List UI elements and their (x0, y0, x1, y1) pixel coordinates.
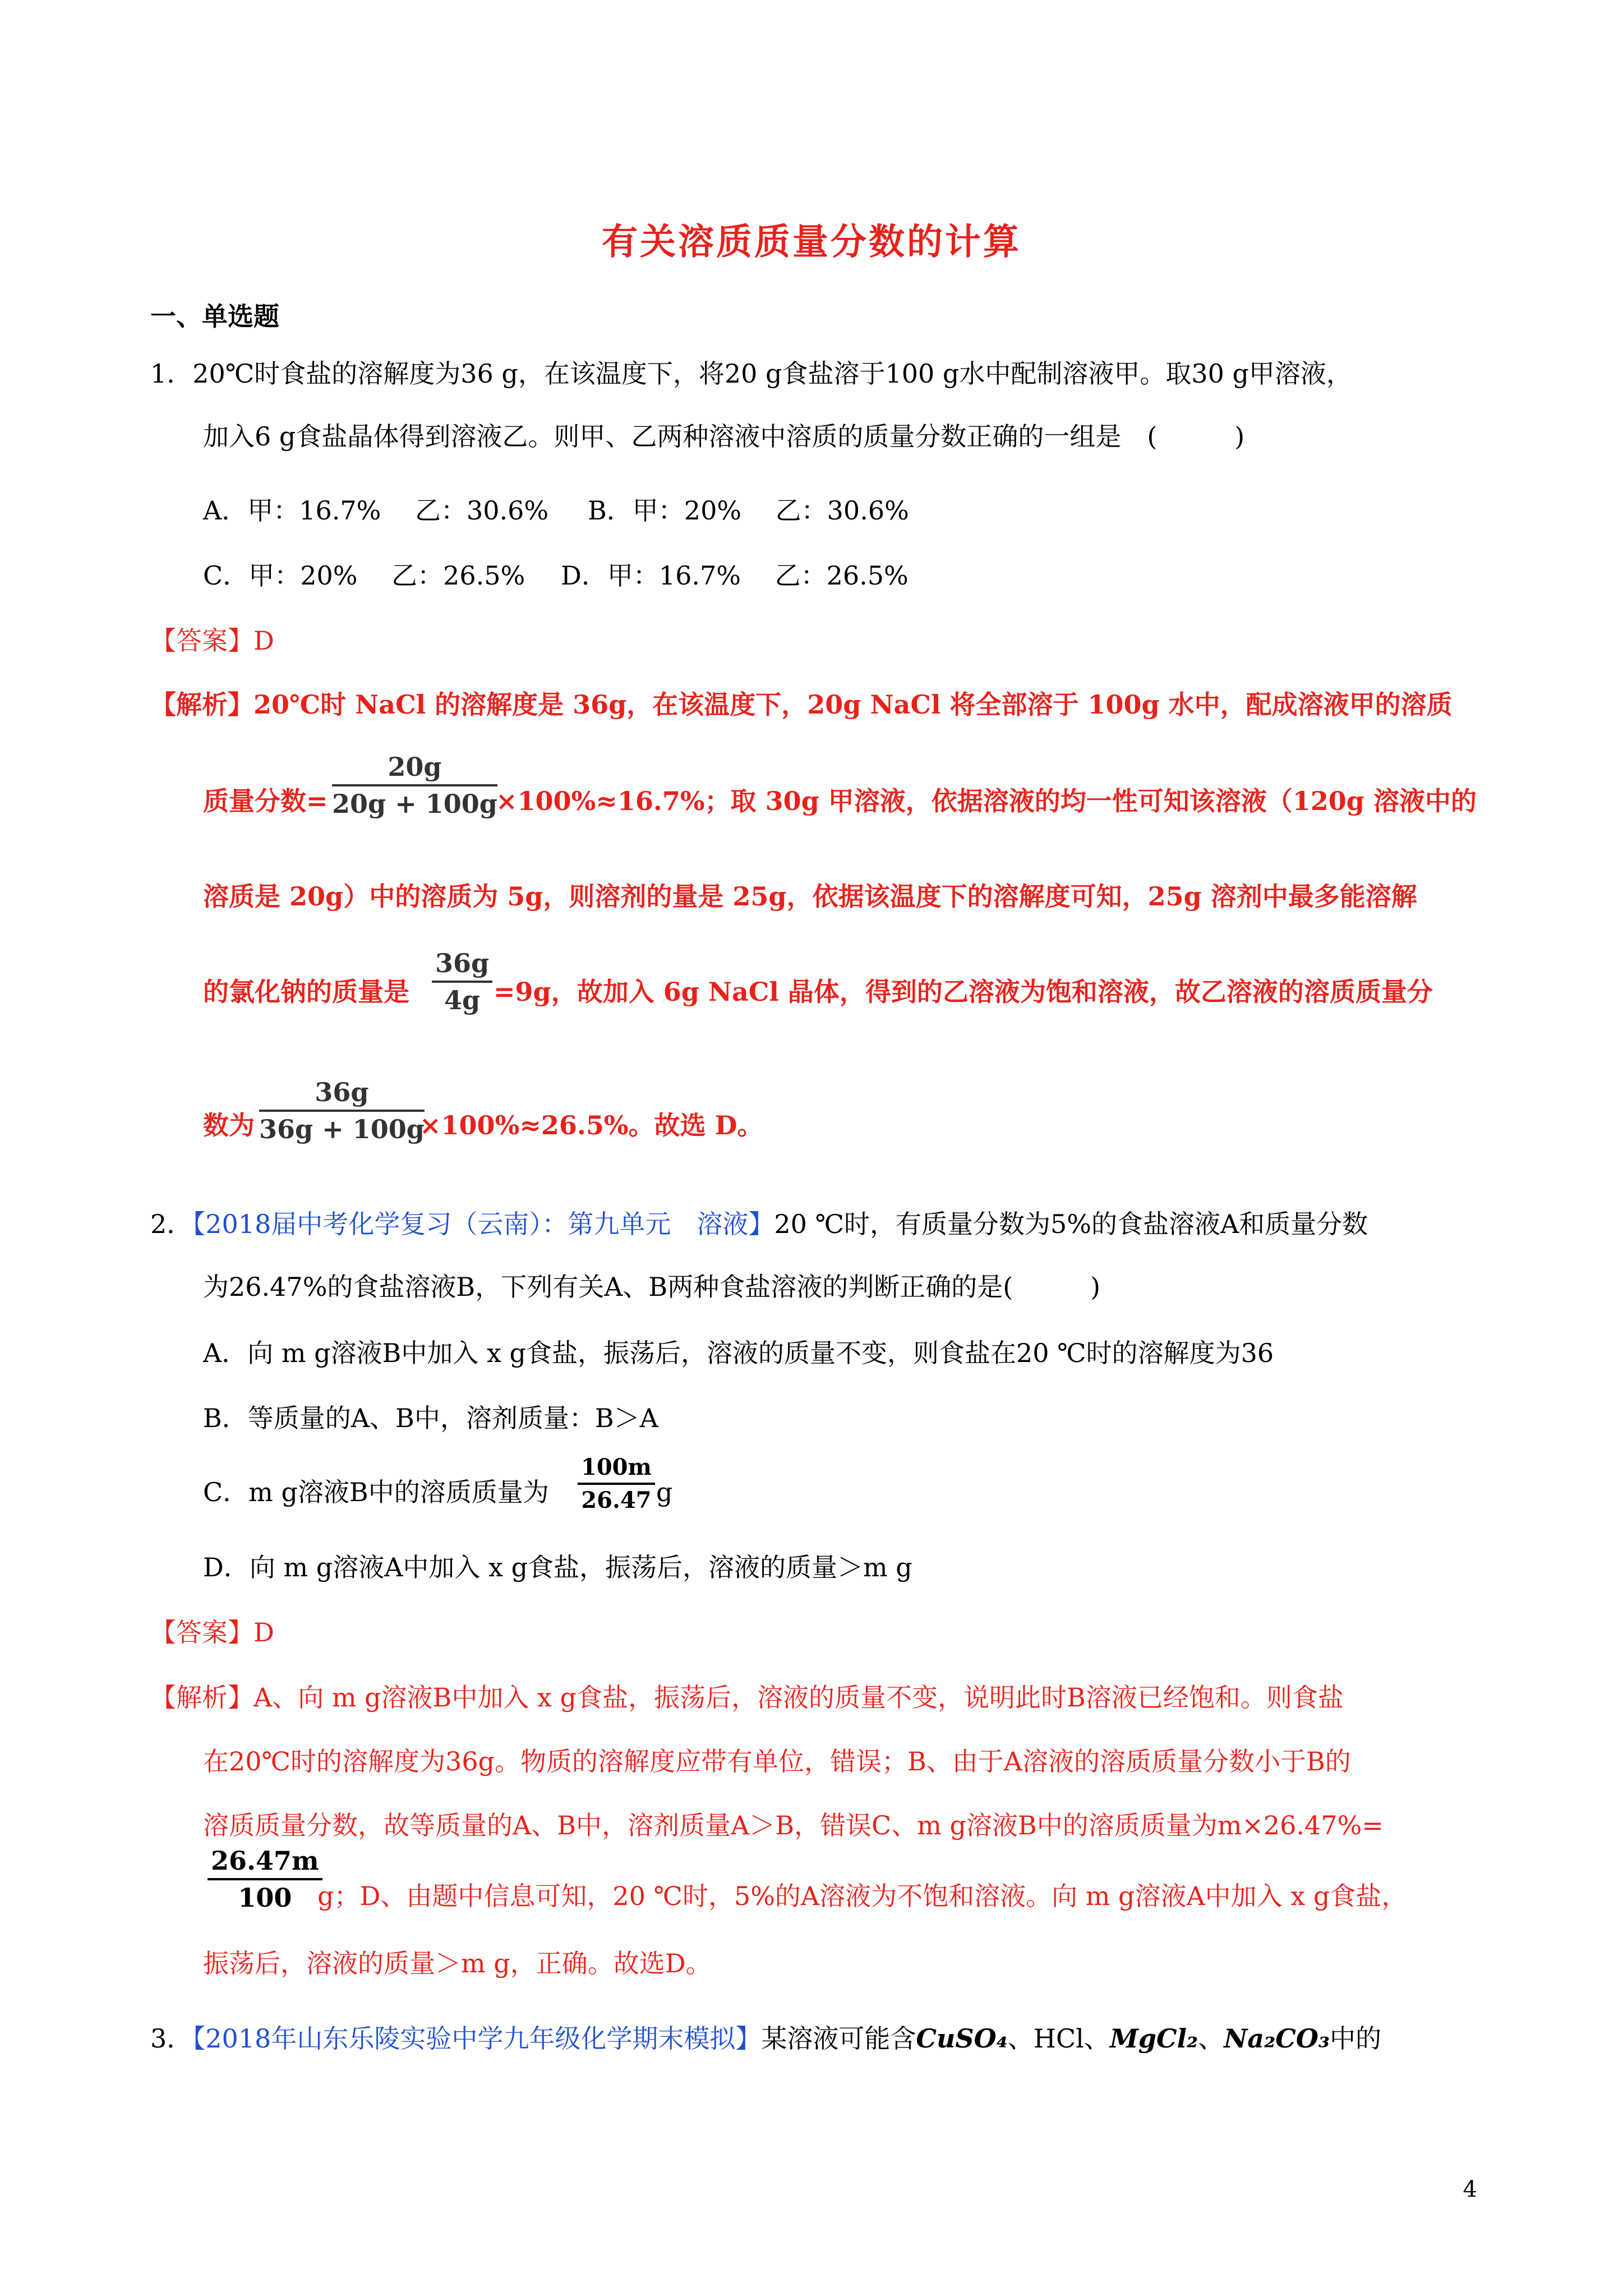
answer-value: D (253, 1617, 274, 1648)
q1-explanation-line-4a: 的氯化钠的质量是 (203, 977, 409, 1007)
fraction-denominator: 20g + 100g (332, 789, 497, 819)
q2-explanation-line-3: 溶质质量分数，故等质量的A、B中，溶剂质量A＞B，错误C、m g溶液B中的溶质质量为m×26.47%= (203, 1810, 1384, 1841)
separator-text: 、 (1198, 2023, 1224, 2054)
answer-label: 【答案】 (150, 1617, 253, 1648)
fraction-2 (432, 948, 492, 1015)
q1-explanation-line-2a: 质量分数= (203, 786, 328, 816)
page-title: 有关溶质质量分数的计算 (602, 221, 1021, 263)
chemical-formula: MgCl₂ (1109, 2023, 1198, 2054)
question-text: 20 ℃时，有质量分数为5%的食盐溶液A和质量分数 (774, 1209, 1368, 1239)
fraction-numerator: 36g (435, 948, 490, 978)
q1-explanation-line-5b: ×100%≈26.5%。故选 D。 (419, 1110, 763, 1140)
q1-option-b: B．甲：20% 乙：30.6% (588, 495, 909, 526)
fraction-numerator: 100m (581, 1454, 652, 1480)
q2-option-a: A．向 m g溶液B中加入 x g食盐，振荡后，溶液的质量不变，则食盐在20 ℃时的溶解度为36 (203, 1338, 1274, 1368)
q1-explanation-line-2b: ×100%≈16.7%；取 30g 甲溶液，依据溶液的均一性可知该溶液（120g 溶液中的 (496, 786, 1477, 816)
explanation-text: 20℃时 NaCl 的溶解度是 36g，在该温度下，20g NaCl 将全部溶于 100g 水中，配成溶液甲的溶质 (253, 689, 1453, 720)
q1-explanation-line-5a: 数为 (203, 1110, 255, 1140)
q1-option-d: D．甲：16.7% 乙：26.5% (561, 560, 909, 591)
fraction-3 (259, 1077, 425, 1144)
q2-stem-line-1 (150, 1207, 1368, 1241)
q2-explanation-line-5: 振荡后，溶液的质量＞m g，正确。故选D。 (203, 1948, 712, 1978)
fraction-numerator: 26.47m (211, 1846, 319, 1876)
q3-stem-line-1 (150, 2022, 1381, 2055)
q2-stem-line-2: 为26.47%的食盐溶液B，下列有关A、B两种食盐溶液的判断正确的是( ) (203, 1272, 1101, 1302)
question-number: 2． (150, 1209, 193, 1239)
page-number: 4 (1463, 2177, 1477, 2202)
fraction-denominator: 100 (238, 1883, 292, 1913)
chemical-formula: CuSO₄ (916, 2023, 1008, 2054)
fraction-numerator: 20g (388, 752, 442, 782)
q2-answer (150, 1616, 274, 1649)
separator-text: 、HCl、 (1007, 2023, 1110, 2054)
q2-explanation-line-4: g；D、由题中信息可知，20 ℃时，5%的A溶液为不饱和溶液。向 m g溶液A中加入 x g食盐， (317, 1881, 1408, 1911)
q1-stem-line-2: 加入6 g食盐晶体得到溶液乙。则甲、乙两种溶液中溶质的质量分数正确的一组是 ( ) (203, 421, 1245, 452)
fraction-explanation (208, 1846, 322, 1913)
fraction-denominator: 4g (444, 985, 481, 1015)
q1-option-c: C．甲：20% 乙：26.5% (203, 560, 525, 591)
q1-answer (150, 624, 274, 657)
fraction-denominator: 36g + 100g (259, 1114, 425, 1144)
q1-explanation-line-4b: =9g，故加入 6g NaCl 晶体，得到的乙溶液为饱和溶液，故乙溶液的溶质质量分 (494, 977, 1433, 1007)
q2-option-c-b: g (656, 1477, 673, 1507)
chemical-formula: Na₂CO₃ (1224, 2023, 1330, 2054)
fraction-denominator: 26.47 (581, 1487, 652, 1513)
q1-explanation-line-1 (150, 688, 1453, 721)
fraction-1 (332, 752, 497, 819)
q2-option-c-a: C．m g溶液B中的溶质质量为 (203, 1477, 549, 1507)
question-source: 【2018届中考化学复习（云南）：第九单元 溶液】 (192, 1209, 774, 1239)
question-number: 3． (150, 2023, 193, 2054)
q2-explanation-line-2: 在20℃时的溶解度为36g。物质的溶解度应带有单位，错误；B、由于A溶液的溶质质量分数小于B的 (203, 1746, 1351, 1777)
answer-value: D (253, 625, 274, 656)
section-heading: 一、单选题 (150, 301, 279, 332)
q1-option-a: A．甲：16.7% 乙：30.6% (203, 495, 549, 526)
fraction-option-c (578, 1454, 655, 1513)
q2-explanation-line-1 (150, 1681, 1344, 1714)
q2-option-d: D．向 m g溶液A中加入 x g食盐，振荡后，溶液的质量＞m g (203, 1552, 912, 1582)
question-text: 中的 (1330, 2023, 1382, 2054)
explanation-text: A、向 m g溶液B中加入 x g食盐，振荡后，溶液的质量不变，说明此时B溶液已经饱和。则食盐 (253, 1682, 1344, 1713)
q1-stem-line-1: 1．20℃时食盐的溶解度为36 g，在该温度下，将20 g食盐溶于100 g水中配制溶液甲。取30 g甲溶液， (150, 358, 1352, 389)
question-text: 某溶液可能含 (761, 2023, 916, 2054)
explanation-label: 【解析】 (150, 689, 253, 720)
q1-explanation-line-3: 溶质是 20g）中的溶质为 5g，则溶剂的量是 25g，依据该温度下的溶解度可知，25g 溶剂中最多能溶解 (203, 881, 1417, 912)
fraction-numerator: 36g (315, 1077, 369, 1107)
q2-option-b: B．等质量的A、B中，溶剂质量：B＞A (203, 1403, 658, 1433)
question-source: 【2018年山东乐陵实验中学九年级化学期末模拟】 (192, 2023, 762, 2054)
answer-label: 【答案】 (150, 625, 253, 656)
explanation-label: 【解析】 (150, 1682, 253, 1713)
